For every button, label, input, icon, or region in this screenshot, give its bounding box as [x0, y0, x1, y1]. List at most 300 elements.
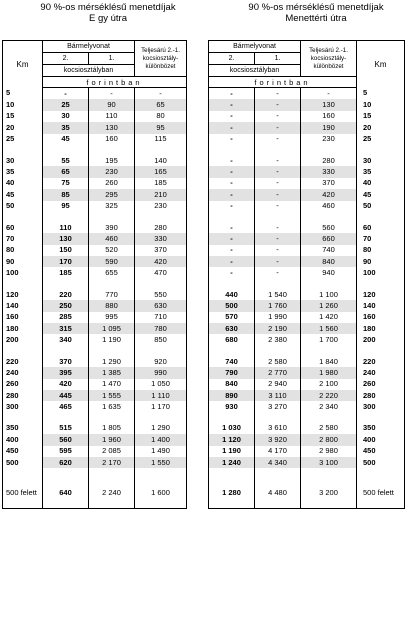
km-header-right: Km: [357, 41, 405, 88]
class1-fare-cell: 995: [89, 312, 135, 323]
class1-fare-cell: 1 385: [89, 367, 135, 378]
difference-cell: 280: [301, 155, 357, 166]
km-cell: 100: [357, 267, 405, 278]
km-cell: 500: [3, 457, 43, 468]
km-cell: 260: [3, 379, 43, 390]
km-header: Km: [3, 41, 43, 88]
class2-fare-cell: 1 280: [209, 478, 255, 509]
class1-fare-cell: 195: [89, 155, 135, 166]
fare-row: [209, 423, 405, 434]
difference-cell: 940: [301, 267, 357, 278]
class1-fare-cell: 1 760: [255, 300, 301, 311]
class1-fare-cell: 1 190: [89, 334, 135, 345]
fare-row: [3, 222, 187, 233]
spacer-row: [209, 279, 405, 289]
class1-fare-cell: 4 480: [255, 478, 301, 509]
difference-cell: 2 100: [301, 379, 357, 390]
km-cell: 40: [357, 178, 405, 189]
km-cell: 90: [3, 256, 43, 267]
fare-row: [209, 379, 405, 390]
class2-fare-cell: 25: [43, 99, 89, 110]
fare-row: [209, 88, 405, 100]
km-cell: 45: [3, 189, 43, 200]
class1-header-right: 1.: [255, 53, 301, 65]
class1-header: 1.: [89, 53, 135, 65]
class1-fare-cell: 1 805: [89, 423, 135, 434]
one-way-fare-table: [2, 40, 187, 509]
class2-fare-cell: 85: [43, 189, 89, 200]
class2-fare-cell: 45: [43, 134, 89, 145]
class2-fare-cell: 500: [209, 300, 255, 311]
fare-row: [209, 222, 405, 233]
class1-fare-cell: 160: [89, 134, 135, 145]
km-cell: 240: [3, 367, 43, 378]
class1-fare-cell: 110: [89, 111, 135, 122]
difference-cell: -: [135, 88, 187, 100]
class1-fare-cell: 2 380: [255, 334, 301, 345]
class2-fare-cell: -: [209, 222, 255, 233]
class1-fare-cell: 1 635: [89, 401, 135, 412]
difference-cell: 210: [135, 189, 187, 200]
fare-row: [209, 155, 405, 166]
difference-cell: 115: [135, 134, 187, 145]
class2-fare-cell: 1 030: [209, 423, 255, 434]
km-cell: 35: [357, 166, 405, 177]
km-cell: 80: [3, 245, 43, 256]
class2-fare-cell: 620: [43, 457, 89, 468]
km-cell: 20: [357, 122, 405, 133]
left-title-line2: E gy útra: [88, 13, 128, 24]
class1-fare-cell: -: [255, 222, 301, 233]
class2-fare-cell: 1 190: [209, 446, 255, 457]
spacer-row: [3, 212, 187, 222]
km-cell: 350: [357, 423, 405, 434]
km-cell: 180: [357, 323, 405, 334]
class1-fare-cell: 3 270: [255, 401, 301, 412]
km-cell: 450: [357, 446, 405, 457]
class1-fare-cell: 655: [89, 267, 135, 278]
km-cell: 140: [3, 300, 43, 311]
fare-row: [3, 379, 187, 390]
difference-cell: 280: [135, 222, 187, 233]
class2-fare-cell: 930: [209, 401, 255, 412]
km-cell: 15: [357, 111, 405, 122]
class1-fare-cell: 1 960: [89, 434, 135, 445]
km-cell: 450: [3, 446, 43, 457]
forint-header-right: forintban: [209, 77, 357, 88]
class1-fare-cell: 1 555: [89, 390, 135, 401]
spacer-row: [3, 279, 187, 289]
fare-row: [209, 233, 405, 244]
difference-cell: 370: [135, 245, 187, 256]
class2-fare-cell: -: [209, 189, 255, 200]
class2-fare-cell: 315: [43, 323, 89, 334]
class2-header: 2.: [43, 53, 89, 65]
difference-cell: 3 200: [301, 478, 357, 509]
difference-cell: 140: [135, 155, 187, 166]
km-cell: 45: [357, 189, 405, 200]
km-cell: 50: [3, 201, 43, 212]
km-cell: 300: [357, 401, 405, 412]
fare-row: [209, 245, 405, 256]
difference-cell: 1 550: [135, 457, 187, 468]
difference-cell: 1 560: [301, 323, 357, 334]
teljesaru-header-right: Teljesárú 2.-1. kocsiosztály-különbözet: [301, 41, 357, 77]
km-cell: 25: [3, 134, 43, 145]
km-cell: 400: [357, 434, 405, 445]
difference-cell: 1 840: [301, 356, 357, 367]
difference-cell: 420: [301, 189, 357, 200]
fare-row: [3, 267, 187, 278]
class2-fare-cell: -: [209, 245, 255, 256]
class2-fare-cell: 465: [43, 401, 89, 412]
km-cell: 280: [3, 390, 43, 401]
class2-fare-cell: 395: [43, 367, 89, 378]
fare-row: [209, 367, 405, 378]
km-cell: 70: [357, 233, 405, 244]
fare-row: [209, 122, 405, 133]
km-cell: 30: [3, 155, 43, 166]
difference-cell: 2 340: [301, 401, 357, 412]
class2-fare-cell: 440: [209, 289, 255, 300]
fare-row: [209, 323, 405, 334]
class2-fare-cell: 250: [43, 300, 89, 311]
km-cell: 20: [3, 122, 43, 133]
class2-fare-cell: 630: [209, 323, 255, 334]
class2-fare-cell: 185: [43, 267, 89, 278]
difference-cell: 990: [135, 367, 187, 378]
class2-fare-cell: 110: [43, 222, 89, 233]
fare-row: [3, 99, 187, 110]
barmely-header: Bármelyvonat: [43, 41, 135, 53]
class2-fare-cell: -: [209, 256, 255, 267]
fare-row: [3, 289, 187, 300]
difference-cell: 1 490: [135, 446, 187, 457]
difference-cell: 2 220: [301, 390, 357, 401]
class2-fare-cell: 595: [43, 446, 89, 457]
fare-row: [3, 111, 187, 122]
class1-fare-cell: 590: [89, 256, 135, 267]
difference-cell: 740: [301, 245, 357, 256]
difference-cell: 2 800: [301, 434, 357, 445]
difference-cell: -: [301, 88, 357, 100]
class1-fare-cell: 1 990: [255, 312, 301, 323]
km-cell: 220: [3, 356, 43, 367]
fare-row: [3, 401, 187, 412]
left-title: [18, 2, 198, 24]
difference-cell: 660: [301, 233, 357, 244]
fare-row: [3, 88, 187, 100]
difference-cell: 470: [135, 267, 187, 278]
class2-fare-cell: 285: [43, 312, 89, 323]
km-cell: 10: [357, 99, 405, 110]
class2-fare-cell: 370: [43, 356, 89, 367]
fare-row: [3, 178, 187, 189]
class2-fare-cell: -: [209, 201, 255, 212]
km-cell: 300: [3, 401, 43, 412]
fare-row: [209, 111, 405, 122]
teljesaru-header: Teljesárú 2.-1. kocsiosztály-különbözet: [135, 41, 187, 77]
class1-fare-cell: 460: [89, 233, 135, 244]
class2-fare-cell: 55: [43, 155, 89, 166]
class1-fare-cell: -: [255, 99, 301, 110]
class2-fare-cell: 680: [209, 334, 255, 345]
km-cell: 60: [3, 222, 43, 233]
class2-fare-cell: 170: [43, 256, 89, 267]
km-cell: 35: [3, 166, 43, 177]
fare-row: [3, 478, 187, 509]
km-cell: 70: [3, 233, 43, 244]
fare-row: [3, 166, 187, 177]
class1-fare-cell: -: [255, 189, 301, 200]
class1-fare-cell: 3 610: [255, 423, 301, 434]
class1-fare-cell: -: [255, 166, 301, 177]
difference-cell: 1 100: [301, 289, 357, 300]
class1-fare-cell: 880: [89, 300, 135, 311]
km-cell: 40: [3, 178, 43, 189]
right-title: [226, 2, 406, 24]
left-title-line1: 90 %-os mérséklésű menetdíjak: [40, 2, 176, 13]
difference-cell: 1 400: [135, 434, 187, 445]
class2-fare-cell: -: [209, 267, 255, 278]
class1-fare-cell: 4 340: [255, 457, 301, 468]
class1-fare-cell: 2 085: [89, 446, 135, 457]
fare-row: [3, 134, 187, 145]
km-cell: 180: [3, 323, 43, 334]
fare-row: [3, 233, 187, 244]
barmely-header-right: Bármelyvonat: [209, 41, 301, 53]
difference-cell: 160: [301, 111, 357, 122]
class2-fare-cell: -: [209, 178, 255, 189]
fare-row: [3, 201, 187, 212]
difference-cell: 850: [135, 334, 187, 345]
kocsi-header-right: kocsiosztályban: [209, 65, 301, 77]
fare-row: [3, 356, 187, 367]
fare-row: [3, 457, 187, 468]
class2-fare-cell: 65: [43, 166, 89, 177]
difference-cell: 165: [135, 166, 187, 177]
class1-fare-cell: 295: [89, 189, 135, 200]
class2-fare-cell: -: [209, 233, 255, 244]
class2-fare-cell: -: [209, 122, 255, 133]
fare-row: [209, 446, 405, 457]
km-cell: 260: [357, 379, 405, 390]
km-cell: 140: [357, 300, 405, 311]
class1-fare-cell: -: [255, 111, 301, 122]
fare-row: [209, 256, 405, 267]
class2-fare-cell: 95: [43, 201, 89, 212]
difference-cell: 2 980: [301, 446, 357, 457]
class2-fare-cell: 740: [209, 356, 255, 367]
class1-fare-cell: -: [255, 122, 301, 133]
class2-fare-cell: -: [209, 88, 255, 100]
difference-cell: 1 260: [301, 300, 357, 311]
difference-cell: 420: [135, 256, 187, 267]
class2-fare-cell: -: [209, 166, 255, 177]
difference-cell: 330: [301, 166, 357, 177]
difference-cell: 1 110: [135, 390, 187, 401]
right-title-line2: Menettérti útra: [285, 13, 347, 24]
fare-row: [3, 189, 187, 200]
class1-fare-cell: 3 110: [255, 390, 301, 401]
difference-cell: 780: [135, 323, 187, 334]
class1-fare-cell: -: [255, 155, 301, 166]
spacer-row: [3, 413, 187, 423]
class2-fare-cell: 30: [43, 111, 89, 122]
km-cell: 160: [357, 312, 405, 323]
km-cell: 120: [3, 289, 43, 300]
class1-fare-cell: 520: [89, 245, 135, 256]
fare-row: [209, 178, 405, 189]
class2-fare-cell: 1 240: [209, 457, 255, 468]
difference-cell: 1 980: [301, 367, 357, 378]
forint-header: forintban: [43, 77, 187, 88]
fare-row: [3, 155, 187, 166]
class2-fare-cell: 130: [43, 233, 89, 244]
km-cell: 240: [357, 367, 405, 378]
class2-header-right: 2.: [209, 53, 255, 65]
spacer-row: [3, 145, 187, 155]
km-cell: 350: [3, 423, 43, 434]
difference-cell: 80: [135, 111, 187, 122]
km-cell: 15: [3, 111, 43, 122]
class2-fare-cell: 1 120: [209, 434, 255, 445]
class1-fare-cell: 325: [89, 201, 135, 212]
difference-cell: 3 100: [301, 457, 357, 468]
spacer-row: [209, 212, 405, 222]
class1-fare-cell: -: [255, 201, 301, 212]
class1-fare-cell: 260: [89, 178, 135, 189]
class1-fare-cell: 1 470: [89, 379, 135, 390]
class1-fare-cell: 4 170: [255, 446, 301, 457]
km-cell: 200: [357, 334, 405, 345]
class1-fare-cell: -: [255, 178, 301, 189]
class1-fare-cell: -: [255, 134, 301, 145]
km-cell: 400: [3, 434, 43, 445]
spacer-row: [209, 145, 405, 155]
class1-fare-cell: -: [89, 88, 135, 100]
class1-fare-cell: 2 770: [255, 367, 301, 378]
class2-fare-cell: 890: [209, 390, 255, 401]
class2-fare-cell: -: [209, 99, 255, 110]
class2-fare-cell: 340: [43, 334, 89, 345]
kocsi-header: kocsiosztályban: [43, 65, 135, 77]
km-cell: 10: [3, 99, 43, 110]
class1-fare-cell: 1 290: [89, 356, 135, 367]
km-cell: 25: [357, 134, 405, 145]
class2-fare-cell: 220: [43, 289, 89, 300]
class1-fare-cell: -: [255, 245, 301, 256]
class1-fare-cell: 2 240: [89, 478, 135, 509]
class1-fare-cell: -: [255, 88, 301, 100]
class2-fare-cell: 790: [209, 367, 255, 378]
difference-cell: 710: [135, 312, 187, 323]
km-cell: 500: [357, 457, 405, 468]
fare-row: [209, 312, 405, 323]
fare-row: [209, 289, 405, 300]
fare-row: [209, 166, 405, 177]
fare-row: [3, 122, 187, 133]
class1-fare-cell: 2 170: [89, 457, 135, 468]
fare-row: [209, 134, 405, 145]
difference-cell: 560: [301, 222, 357, 233]
km-cell: 60: [357, 222, 405, 233]
difference-cell: 1 600: [135, 478, 187, 509]
class2-fare-cell: 150: [43, 245, 89, 256]
km-cell: 500 felett: [357, 478, 405, 509]
km-cell: 120: [357, 289, 405, 300]
class2-fare-cell: -: [209, 134, 255, 145]
difference-cell: 65: [135, 99, 187, 110]
class1-fare-cell: 1 095: [89, 323, 135, 334]
difference-cell: 1 700: [301, 334, 357, 345]
class1-fare-cell: 3 920: [255, 434, 301, 445]
fare-row: [209, 300, 405, 311]
spacer-row: [209, 468, 405, 478]
difference-cell: 1 170: [135, 401, 187, 412]
class2-fare-cell: -: [209, 111, 255, 122]
fare-row: [3, 323, 187, 334]
class2-fare-cell: -: [209, 155, 255, 166]
fare-row: [3, 245, 187, 256]
fare-row: [3, 423, 187, 434]
difference-cell: 230: [301, 134, 357, 145]
class2-fare-cell: 570: [209, 312, 255, 323]
class1-fare-cell: 1 540: [255, 289, 301, 300]
difference-cell: 1 290: [135, 423, 187, 434]
km-cell: 80: [357, 245, 405, 256]
fare-row: [209, 478, 405, 509]
fare-row: [3, 334, 187, 345]
fare-row: [209, 189, 405, 200]
difference-cell: 190: [301, 122, 357, 133]
class1-fare-cell: 230: [89, 166, 135, 177]
class2-fare-cell: 420: [43, 379, 89, 390]
difference-cell: 920: [135, 356, 187, 367]
fare-row: [209, 356, 405, 367]
class2-fare-cell: 75: [43, 178, 89, 189]
km-cell: 500 felett: [3, 478, 43, 509]
difference-cell: 1 050: [135, 379, 187, 390]
class1-fare-cell: 90: [89, 99, 135, 110]
km-cell: 220: [357, 356, 405, 367]
class1-fare-cell: -: [255, 267, 301, 278]
difference-cell: 460: [301, 201, 357, 212]
class2-fare-cell: 35: [43, 122, 89, 133]
fare-row: [209, 457, 405, 468]
round-trip-fare-table: [208, 40, 405, 509]
difference-cell: 370: [301, 178, 357, 189]
class1-fare-cell: 390: [89, 222, 135, 233]
fare-row: [3, 300, 187, 311]
fare-row: [209, 434, 405, 445]
difference-cell: 630: [135, 300, 187, 311]
class1-fare-cell: -: [255, 256, 301, 267]
right-title-line1: 90 %-os mérséklésű menetdíjak: [248, 2, 384, 13]
fare-row: [209, 401, 405, 412]
difference-cell: 130: [301, 99, 357, 110]
class2-fare-cell: 515: [43, 423, 89, 434]
km-cell: 200: [3, 334, 43, 345]
difference-cell: 2 580: [301, 423, 357, 434]
spacer-row: [209, 346, 405, 356]
fare-row: [209, 267, 405, 278]
fare-row: [209, 390, 405, 401]
km-cell: 100: [3, 267, 43, 278]
km-cell: 5: [357, 88, 405, 100]
class2-fare-cell: 640: [43, 478, 89, 509]
fare-row: [3, 367, 187, 378]
